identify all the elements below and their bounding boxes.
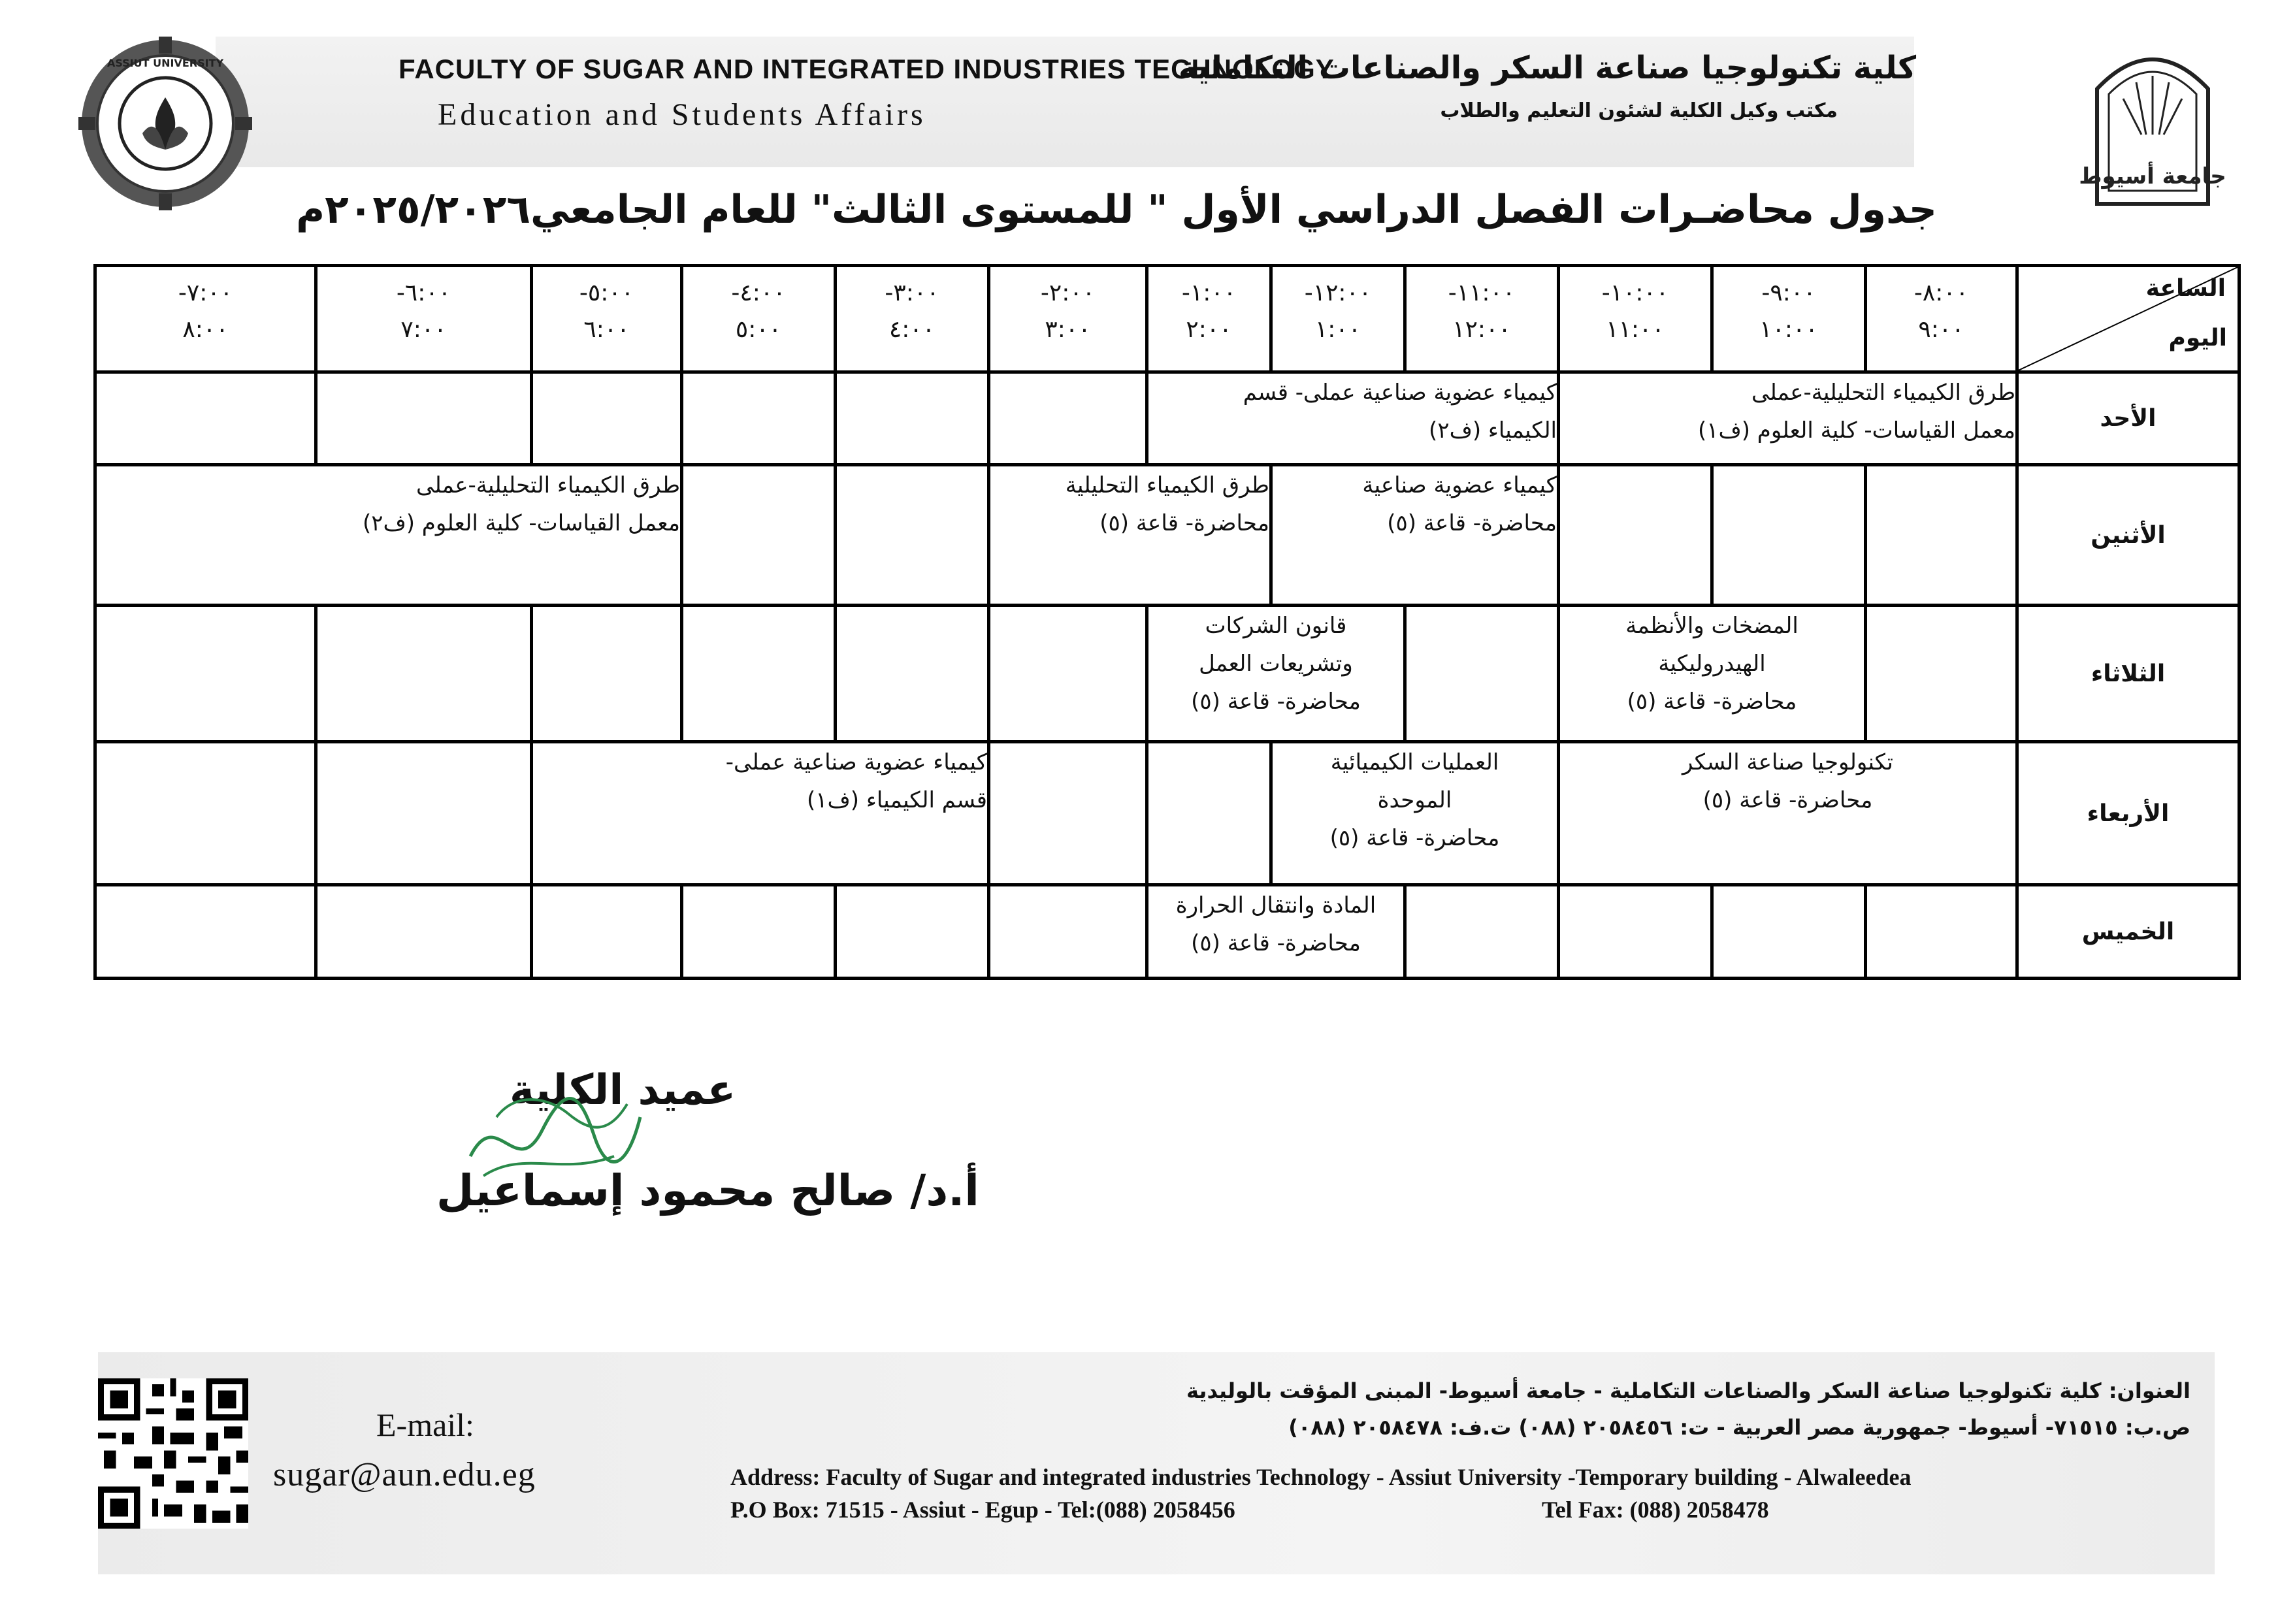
time-slot: ١٠:٠٠- ١١:٠٠ bbox=[1559, 266, 1712, 372]
empty-cell bbox=[989, 742, 1147, 885]
day-thursday: الخميس bbox=[2017, 885, 2239, 979]
empty-cell bbox=[1405, 606, 1559, 742]
time-slot: ١١:٠٠- ١٢:٠٠ bbox=[1405, 266, 1559, 372]
empty-cell bbox=[1866, 465, 2017, 606]
table-row-wednesday bbox=[95, 742, 2239, 885]
table-row-tuesday bbox=[95, 606, 2239, 742]
office-name-ar: مكتب وكيل الكلية لشئون التعليم والطلاب bbox=[1440, 99, 1838, 122]
dean-title: عميد الكلية bbox=[510, 1066, 736, 1114]
table-row-sunday bbox=[95, 372, 2239, 465]
empty-cell bbox=[682, 606, 836, 742]
lecture-cell: كيمياء عضوية صناعية عملى- قسم الكيمياء (ف٢) bbox=[1147, 372, 1559, 465]
empty-cell bbox=[532, 885, 682, 979]
empty-cell bbox=[836, 465, 989, 606]
lecture-cell: كيمياء عضوية صناعية محاضرة- قاعة (٥) bbox=[1271, 465, 1559, 606]
empty-cell bbox=[836, 885, 989, 979]
empty-cell bbox=[1712, 885, 1866, 979]
lecture-cell: العمليات الكيميائية الموحدة محاضرة- قاعة (٥) bbox=[1271, 742, 1559, 885]
empty-cell bbox=[95, 742, 316, 885]
empty-cell bbox=[682, 372, 836, 465]
faculty-name-en: FACULTY OF SUGAR AND INTEGRATED INDUSTRIES TECHNOLOGY bbox=[399, 54, 1335, 84]
empty-cell bbox=[1712, 465, 1866, 606]
pobox-ar: ص.ب: ٧١٥١٥- أسيوط- جمهورية مصر العربية - ت: ٢٠٥٨٤٥٦ (٠٨٨) ت.ف: ٢٠٥٨٤٧٨ (٠٨٨) bbox=[1288, 1415, 2190, 1440]
empty-cell bbox=[1405, 885, 1559, 979]
empty-cell bbox=[1866, 885, 2017, 979]
lecture-cell: طرق الكيمياء التحليلية-عملى معمل القياسات- كلية العلوم (ف٢) bbox=[95, 465, 682, 606]
lecture-schedule-table bbox=[93, 264, 2241, 980]
lecture-cell: كيمياء عضوية صناعية عملى- قسم الكيمياء (ف١) bbox=[532, 742, 989, 885]
empty-cell bbox=[1866, 606, 2017, 742]
time-slot: ٣:٠٠- ٤:٠٠ bbox=[836, 266, 989, 372]
table-row-monday bbox=[95, 465, 2239, 606]
empty-cell bbox=[682, 465, 836, 606]
schedule-title: جدول محاضـرات الفصل الدراسي الأول " للمستوى الثالث" للعام الجامعي٢٠٢٥/٢٠٢٦م bbox=[296, 187, 1937, 233]
empty-cell bbox=[95, 885, 316, 979]
qr-code-icon bbox=[98, 1378, 248, 1529]
assiut-university-logo bbox=[77, 35, 253, 212]
lecture-cell: طرق الكيمياء التحليلية محاضرة- قاعة (٥) bbox=[989, 465, 1271, 606]
logo-left-text: ASSIUT UNIVERSITY bbox=[106, 57, 224, 69]
empty-cell bbox=[1559, 465, 1712, 606]
corner-time-label: الساعة bbox=[2145, 275, 2226, 302]
empty-cell bbox=[989, 606, 1147, 742]
empty-cell bbox=[316, 885, 532, 979]
day-monday: الأثنين bbox=[2017, 465, 2239, 606]
corner-day-label: اليوم bbox=[2168, 325, 2227, 351]
empty-cell bbox=[1559, 885, 1712, 979]
lecture-cell: المضخات والأنظمة الهيدروليكية محاضرة- قاعة (٥) bbox=[1559, 606, 1866, 742]
empty-cell bbox=[836, 606, 989, 742]
address-en: Address: Faculty of Sugar and integrated industries Technology - Assiut University -Temporary building - Alwaleedea bbox=[730, 1464, 1912, 1490]
corner-cell bbox=[2017, 266, 2239, 372]
table-row-thursday bbox=[95, 885, 2239, 979]
logo-right-text: جامعة أسيوط bbox=[2079, 163, 2226, 189]
time-slot: ٤:٠٠- ٥:٠٠ bbox=[682, 266, 836, 372]
empty-cell bbox=[316, 606, 532, 742]
day-sunday: الأحد bbox=[2017, 372, 2239, 465]
time-slot: ٥:٠٠- ٦:٠٠ bbox=[532, 266, 682, 372]
time-slot: ٩:٠٠- ١٠:٠٠ bbox=[1712, 266, 1866, 372]
pobox-en: P.O Box: 71515 - Assiut - Egup - Tel:(088) 2058456 bbox=[730, 1497, 1235, 1523]
empty-cell bbox=[95, 606, 316, 742]
empty-cell bbox=[95, 372, 316, 465]
time-slot: ٨:٠٠- ٩:٠٠ bbox=[1866, 266, 2017, 372]
table-header-row bbox=[95, 266, 2239, 372]
day-tuesday: الثلاثاء bbox=[2017, 606, 2239, 742]
empty-cell bbox=[532, 372, 682, 465]
time-slot: ١٢:٠٠- ١:٠٠ bbox=[1271, 266, 1405, 372]
time-slot: ٢:٠٠- ٣:٠٠ bbox=[989, 266, 1147, 372]
empty-cell bbox=[682, 885, 836, 979]
lecture-cell: تكنولوجيا صناعة السكر محاضرة- قاعة (٥) bbox=[1559, 742, 2017, 885]
empty-cell bbox=[989, 885, 1147, 979]
empty-cell bbox=[532, 606, 682, 742]
empty-cell bbox=[989, 372, 1147, 465]
empty-cell bbox=[1147, 742, 1271, 885]
fax-en: Tel Fax: (088) 2058478 bbox=[1542, 1497, 1769, 1523]
email-address[interactable]: sugar@aun.edu.eg bbox=[273, 1456, 536, 1493]
lecture-cell: المادة وانتقال الحرارة محاضرة- قاعة (٥) bbox=[1147, 885, 1405, 979]
lecture-cell: طرق الكيمياء التحليلية-عملى معمل القياسات- كلية العلوم (ف١) bbox=[1559, 372, 2017, 465]
email-label: E-mail: bbox=[376, 1406, 474, 1443]
empty-cell bbox=[316, 372, 532, 465]
dean-name: أ.د/ صالح محمود إسماعيل bbox=[436, 1165, 979, 1216]
address-ar: العنوان: كلية تكنولوجيا صناعة السكر والصناعات التكاملية - جامعة أسيوط- المبنى المؤقت بالوليدية bbox=[1186, 1378, 2190, 1403]
empty-cell bbox=[836, 372, 989, 465]
office-name-en: Education and Students Affairs bbox=[438, 97, 926, 132]
faculty-name-ar: كلية تكنولوجيا صناعة السكر والصناعات التكاملية bbox=[1178, 50, 1916, 86]
time-slot: ١:٠٠- ٢:٠٠ bbox=[1147, 266, 1271, 372]
assiut-university-emblem bbox=[2079, 37, 2226, 210]
empty-cell bbox=[316, 742, 532, 885]
time-slot: ٦:٠٠- ٧:٠٠ bbox=[316, 266, 532, 372]
day-wednesday: الأربعاء bbox=[2017, 742, 2239, 885]
lecture-cell: قانون الشركات وتشريعات العمل محاضرة- قاعة (٥) bbox=[1147, 606, 1405, 742]
time-slot: ٧:٠٠- ٨:٠٠ bbox=[95, 266, 316, 372]
